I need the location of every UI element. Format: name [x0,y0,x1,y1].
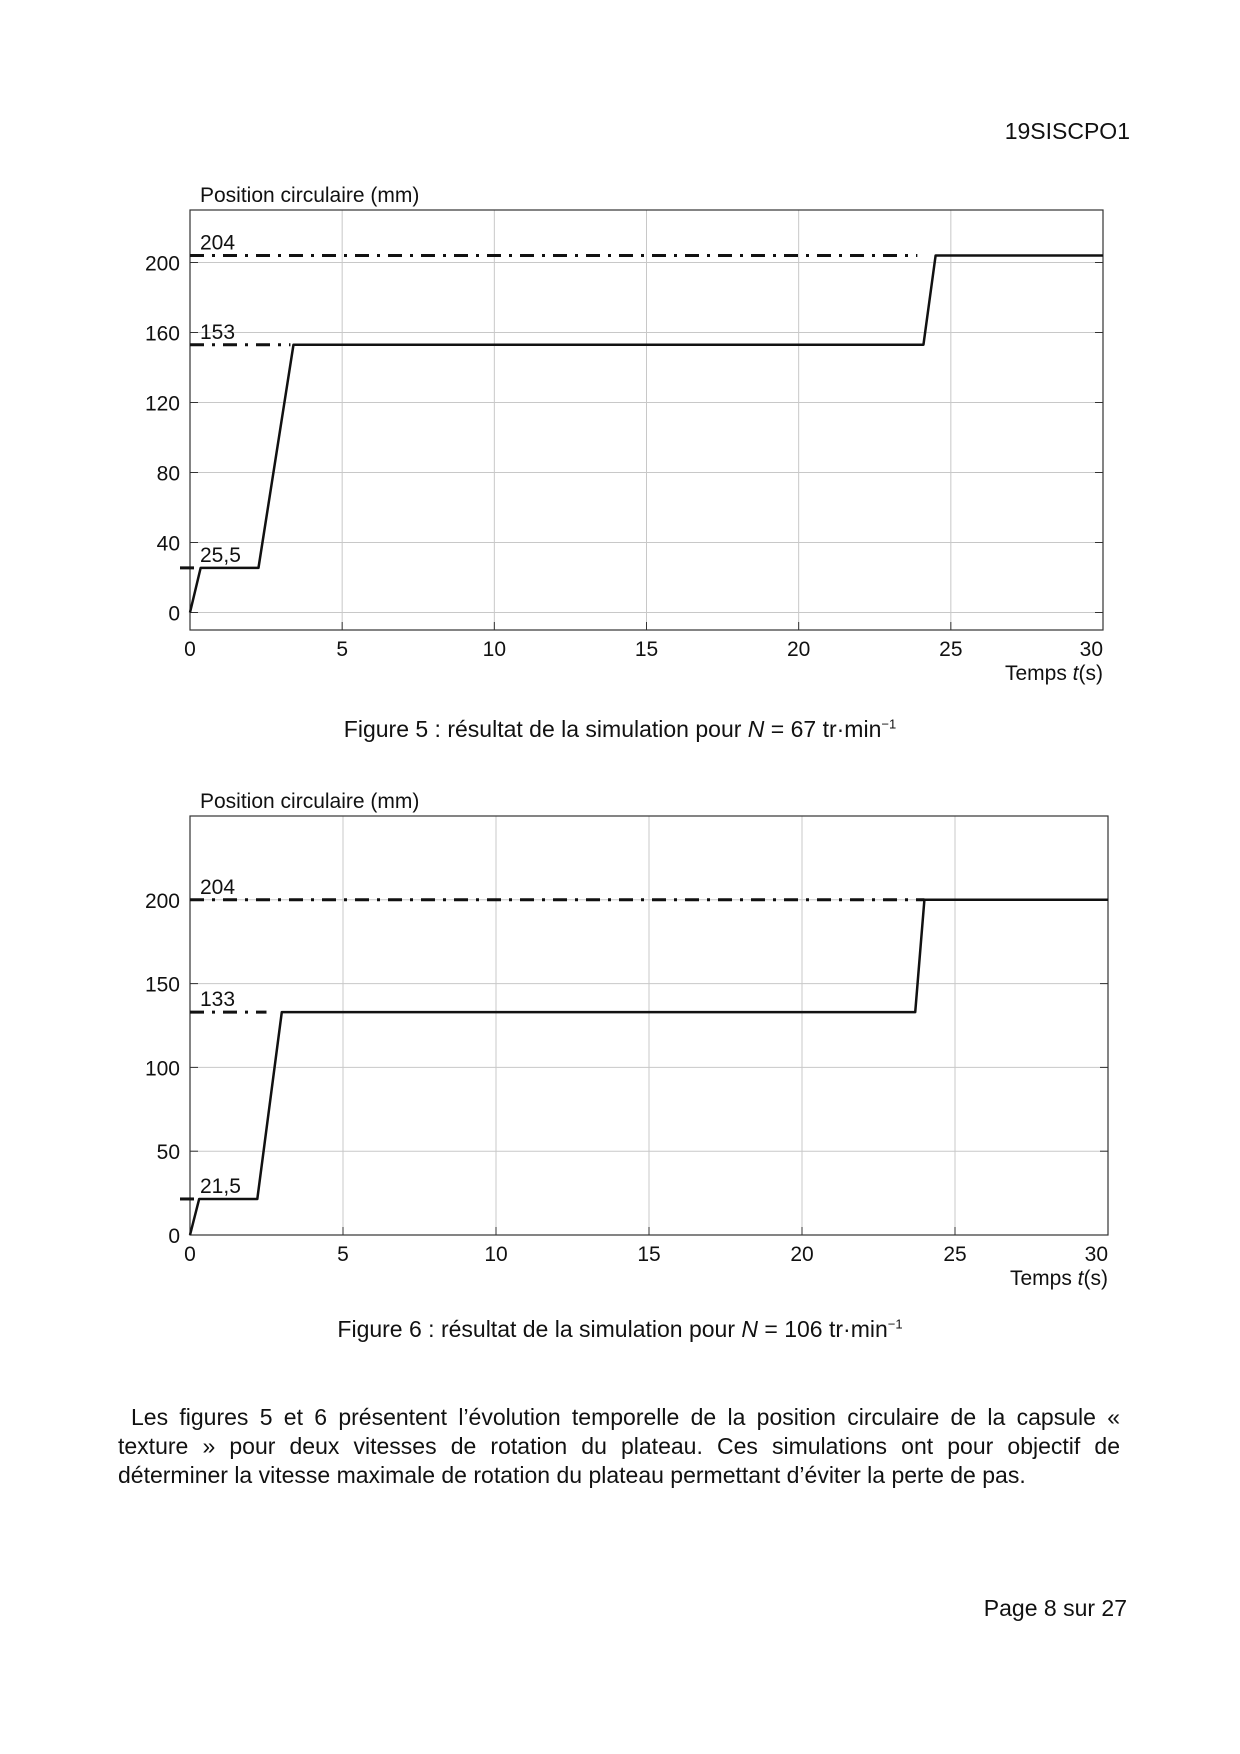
x-tick-label: 30 [1079,638,1103,661]
x-tick-label: 15 [637,1243,661,1266]
body-paragraph: Les figures 5 et 6 présentent l’évolution temporelle de la position circulaire de la capsule « texture » pour deux vitesses de rotation du plateau. Ces simulations ont pour objectif de déterminer la vitesse maximale de rotation du plateau permettant d’éviter la perte de pas. [118,1404,1120,1488]
figure-6-caption [0,1316,1240,1343]
caption-variable: N [747,716,765,742]
reference-value-label: 204 [200,875,236,899]
x-tick-label: 25 [939,638,963,661]
y-axis-label: Position circulaire (mm) [200,790,420,813]
y-tick-label: 120 [144,392,180,416]
y-tick-label: 40 [156,532,180,556]
caption-equation: = 67 tr·min [764,716,882,742]
figure-6-svg [0,780,1240,1300]
y-tick-label: 200 [144,252,180,276]
x-tick-label: 10 [482,638,507,661]
x-tick-label: 5 [336,638,349,661]
figure-5-svg [0,170,1240,690]
y-tick-label: 50 [156,1141,180,1165]
document-code: 19SISCPO1 [1004,118,1130,144]
reference-value-label: 153 [200,320,236,344]
x-tick-label: 25 [943,1243,967,1266]
reference-value-label: 21,5 [200,1174,241,1198]
x-tick-label: 0 [184,1243,196,1266]
x-axis-label: Temps t(s) [1004,662,1103,685]
caption-exponent: −1 [887,1316,903,1332]
y-axis-label: Position circulaire (mm) [200,184,420,207]
reference-value-label: 133 [200,988,236,1012]
x-tick-label: 10 [484,1243,508,1266]
y-tick-label: 0 [168,602,180,626]
reference-value-label: 204 [200,231,236,255]
x-tick-label: 20 [786,638,811,661]
caption-exponent: −1 [881,716,897,732]
y-tick-label: 100 [144,1057,180,1081]
caption-variable: N [741,1316,759,1342]
x-axis-label: Temps t(s) [1009,1267,1108,1290]
caption-text: Figure 6 : résultat de la simulation pour [337,1316,742,1342]
x-tick-label: 30 [1084,1243,1108,1266]
y-tick-label: 0 [168,1225,180,1248]
y-tick-label: 150 [144,973,180,997]
x-tick-label: 0 [184,638,196,661]
x-tick-label: 5 [337,1243,349,1266]
figure-5-caption [0,716,1240,743]
reference-value-label: 25,5 [200,543,241,567]
y-tick-label: 80 [156,462,180,486]
x-tick-label: 15 [634,638,659,661]
x-tick-label: 20 [790,1243,814,1266]
caption-equation: = 106 tr·min [758,1316,888,1342]
page-number: Page 8 sur 27 [983,1595,1127,1621]
y-tick-label: 200 [144,889,180,913]
figure-6-chart [0,780,1240,1300]
y-tick-label: 160 [144,322,180,346]
caption-text: Figure 5 : résultat de la simulation pour [343,716,748,742]
figure-5-chart [0,170,1240,690]
